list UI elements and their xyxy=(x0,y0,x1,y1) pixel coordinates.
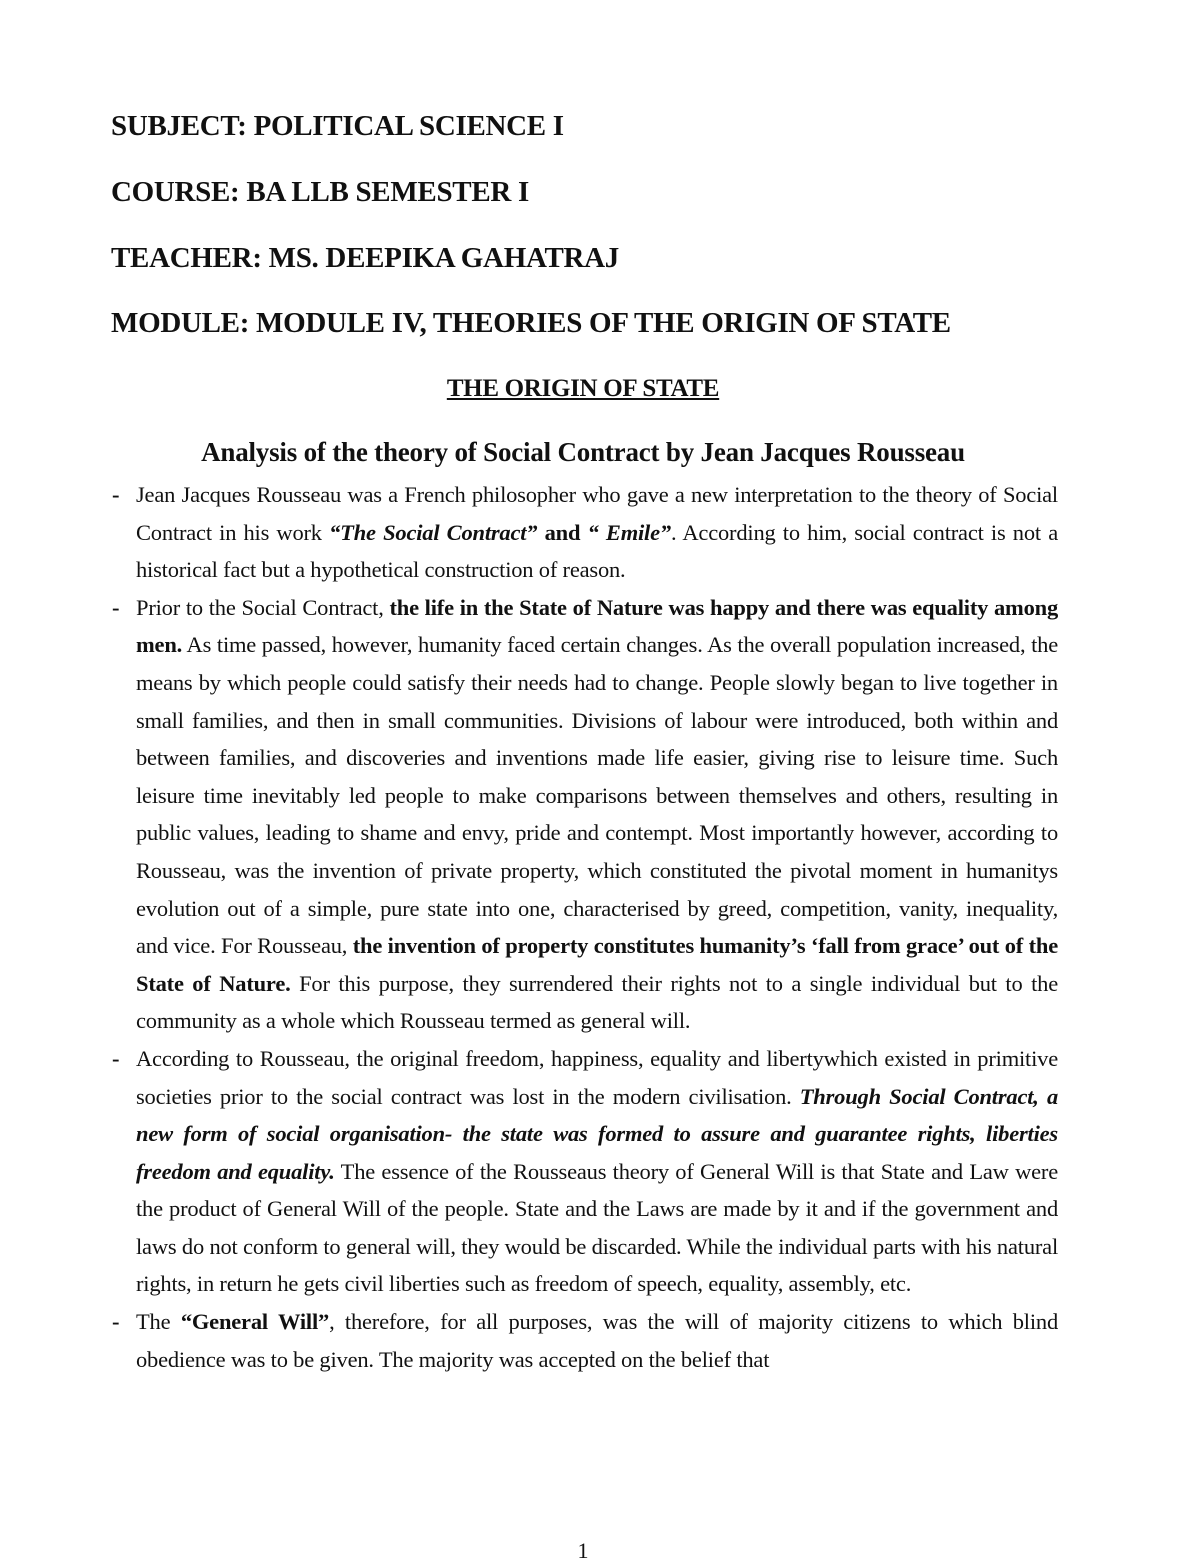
document-title: THE ORIGIN OF STATE xyxy=(446,375,720,402)
teacher-line: TEACHER: MS. DEEPIKA GAHATRAJ xyxy=(111,242,619,274)
bullet-item xyxy=(112,1040,1058,1303)
bullet-text: The essence of the Rousseaus theory of General Will is that State and Law were the product of General Will of the people. State and the Laws are made by it and if the government and laws do not conform to general will, they would be discarded. While the individual parts with his natural rights, in return he gets civil liberties such as freedom of speech, equality, assembly, etc. xyxy=(136,1158,1058,1297)
work-title: “The Social Contract” xyxy=(329,519,538,545)
emphasis-text: the invention of property constitutes humanity’s ‘fall from grace’ out of the State of Nature. xyxy=(136,933,1058,996)
subject-line: SUBJECT: POLITICAL SCIENCE I xyxy=(111,110,564,142)
bullet-item xyxy=(112,589,1058,1040)
emphasis-text: Through Social Contract, a new form of social organisation- the state was formed to assure and guarantee rights, liberties freedom and equality. xyxy=(136,1083,1058,1184)
bullet-marker: - xyxy=(112,1045,120,1071)
bullet-text: . According to him, social contract is not a historical fact but a hypothetical construction of reason. xyxy=(136,519,1058,583)
course-line: COURSE: BA LLB SEMESTER I xyxy=(111,176,529,208)
bullet-list xyxy=(0,476,1200,1378)
section-heading: Analysis of the theory of Social Contract by Jean Jacques Rousseau xyxy=(201,437,965,467)
bullet-text: Prior to the Social Contract, xyxy=(136,594,390,620)
work-title: “ Emile” xyxy=(587,519,671,545)
bullet-item xyxy=(112,1303,1059,1378)
emphasis-text: “General Will” xyxy=(180,1309,330,1335)
bullet-text: As time passed, however, humanity faced certain changes. As the overall population increased, the means by which people could satisfy their needs had to change. People slowly began to live together in small families, and then in small communities. Divisions of labour were introduced, both within and between families, and discoveries and inventions made life easier, giving rise to leisure time. Such leisure time inevitably led people to make comparisons between themselves and others, resulting in public values, leading to shame and envy, pride and contempt. Most importantly however, according to Rousseau, was the invention of private property, which constituted the pivotal moment in humanitys evolution out of a simple, pure state into one, characterised by greed, competition, vanity, inequality, and vice. For Rousseau, xyxy=(136,632,1058,959)
bullet-text: and xyxy=(537,519,588,545)
emphasis-text: the life in the State of Nature was happy and there was equality among men. xyxy=(136,594,1058,658)
bullet-marker: - xyxy=(112,482,120,507)
bullet-marker: - xyxy=(112,1309,120,1335)
bullet-text: The xyxy=(136,1309,181,1335)
bullet-marker: - xyxy=(112,594,120,620)
page-number: 1 xyxy=(577,1538,589,1563)
module-line: MODULE: MODULE IV, THEORIES OF THE ORIGIN OF STATE xyxy=(111,307,951,339)
bullet-text: For this purpose, they surrendered their rights not to a single individual but to the community as a whole which Rousseau termed as general will. xyxy=(136,970,1058,1034)
bullet-text: , therefore, for all purposes, was the will of majority citizens to which blind obedience was to be given. The majority was accepted on the belief that xyxy=(136,1309,1059,1372)
bullet-text: Jean Jacques Rousseau was a French philosopher who gave a new interpretation to the theory of Social Contract in his work xyxy=(136,482,1058,545)
bullet-item xyxy=(112,476,1058,589)
bullet-text: According to Rousseau, the original freedom, happiness, equality and libertywhich existed in primitive societies prior to the social contract was lost in the modern civilisation. xyxy=(136,1045,1058,1109)
